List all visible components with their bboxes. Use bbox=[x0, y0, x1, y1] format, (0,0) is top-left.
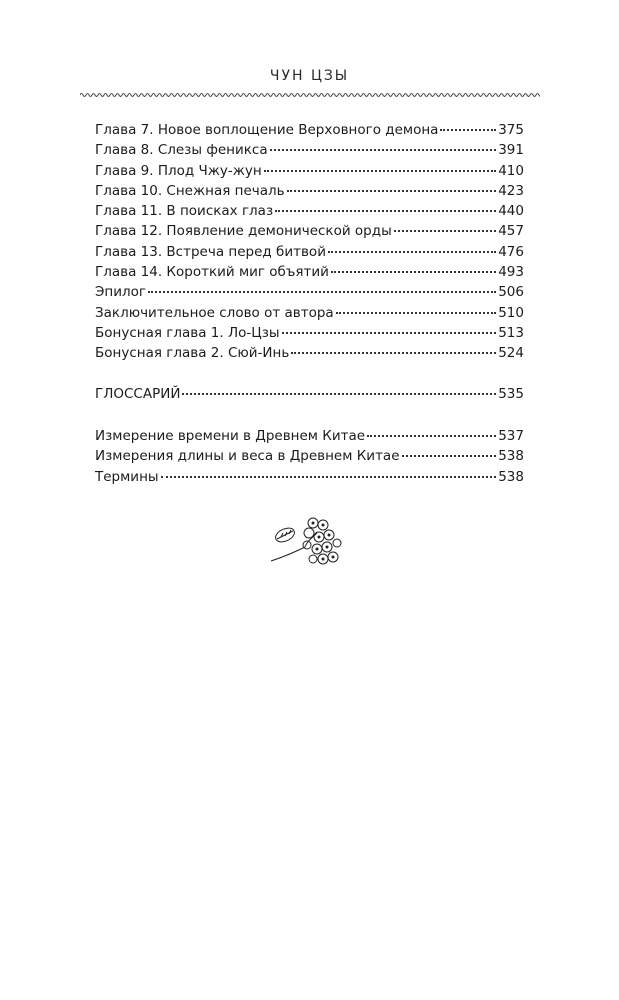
toc-entry bbox=[95, 242, 524, 262]
toc-entry-page: 375 bbox=[498, 122, 524, 138]
toc-entry-page: 506 bbox=[498, 284, 524, 301]
toc-entry-page: 538 bbox=[498, 448, 524, 465]
toc-entry-page: 513 bbox=[498, 324, 524, 341]
toc-entry-title: Глава 12. Появление демонической орды bbox=[95, 223, 392, 240]
toc-entry-title: ГЛОССАРИЙ bbox=[95, 386, 181, 402]
toc-entry-title: Измерение времени в Древнем Китае bbox=[95, 428, 366, 444]
dot-leader bbox=[394, 230, 496, 232]
toc-entry-title: Глава 7. Новое воплощение Верховного демона bbox=[95, 122, 439, 138]
dot-leader bbox=[336, 312, 497, 314]
toc-entry bbox=[95, 181, 524, 201]
running-header: ЧУН ЦЗЫ bbox=[269, 68, 350, 84]
toc-entry-page: 391 bbox=[498, 142, 524, 159]
toc-entry bbox=[95, 446, 524, 466]
dot-leader bbox=[331, 271, 496, 273]
dot-leader bbox=[275, 210, 496, 212]
toc-entry-page: 510 bbox=[498, 304, 524, 321]
toc-entry-title: Бонусная глава 1. Ло-Цзы bbox=[95, 324, 280, 341]
toc-entry bbox=[95, 282, 524, 302]
toc-entry-title: Глава 14. Короткий миг объятий bbox=[95, 264, 329, 281]
toc-entry bbox=[95, 343, 524, 363]
dot-leader bbox=[287, 190, 497, 192]
toc-entry-title: Глава 13. Встреча перед битвой bbox=[95, 243, 326, 260]
toc-entry-page: 476 bbox=[498, 243, 524, 260]
toc-entry-page: 410 bbox=[498, 162, 524, 179]
toc-entry-page: 537 bbox=[498, 428, 524, 444]
dot-leader bbox=[440, 129, 496, 131]
toc-entry-title: Глава 10. Снежная печаль bbox=[95, 182, 285, 199]
flower-icon bbox=[269, 513, 349, 573]
toc-entry-title: Заключительное слово от автора bbox=[95, 304, 334, 321]
toc-entry bbox=[95, 262, 524, 282]
toc-entry-title: Глава 9. Плод Чжу-жун bbox=[95, 162, 262, 179]
toc-entry-title: Глава 8. Слезы феникса bbox=[95, 142, 268, 159]
toc-entry bbox=[95, 161, 524, 181]
dot-leader bbox=[161, 476, 497, 478]
dot-leader bbox=[367, 435, 496, 437]
toc-entry bbox=[95, 140, 524, 160]
toc-entry-page: 440 bbox=[498, 203, 524, 220]
toc-entry-title: Термины bbox=[95, 468, 159, 485]
dot-leader bbox=[328, 251, 496, 253]
toc-entry bbox=[95, 323, 524, 343]
dot-leader bbox=[291, 352, 496, 354]
dot-leader bbox=[402, 455, 497, 457]
dot-leader bbox=[148, 291, 496, 293]
toc-entry-page: 524 bbox=[498, 345, 524, 362]
toc-glossary bbox=[95, 384, 524, 404]
toc-entry-title: Бонусная глава 2. Сюй-Инь bbox=[95, 345, 290, 362]
toc-glossary-sections bbox=[95, 426, 524, 487]
toc-entry-title: Измерения длины и веса в Древнем Китае bbox=[95, 448, 400, 465]
toc-entry bbox=[95, 467, 524, 487]
dot-leader bbox=[182, 393, 496, 395]
toc-entry bbox=[95, 120, 524, 140]
wavy-divider bbox=[80, 90, 540, 100]
dot-leader bbox=[264, 170, 496, 172]
dot-leader bbox=[270, 149, 497, 151]
toc-entry-title: Глава 11. В поисках глаз bbox=[95, 203, 274, 220]
toc-entry bbox=[95, 303, 524, 323]
toc-entry-title: Эпилог bbox=[95, 284, 147, 301]
toc-entry bbox=[95, 221, 524, 241]
toc-chapters bbox=[95, 120, 524, 364]
toc-entry-page: 535 bbox=[498, 386, 524, 402]
toc-entry-page: 423 bbox=[498, 182, 524, 199]
toc-entry-page: 457 bbox=[498, 223, 524, 240]
toc-entry-page: 493 bbox=[498, 264, 524, 281]
toc-entry bbox=[95, 426, 524, 446]
toc-entry bbox=[95, 201, 524, 221]
toc-entry-glossary bbox=[95, 384, 524, 404]
toc-entry-page: 538 bbox=[498, 468, 524, 485]
dot-leader bbox=[282, 332, 497, 334]
